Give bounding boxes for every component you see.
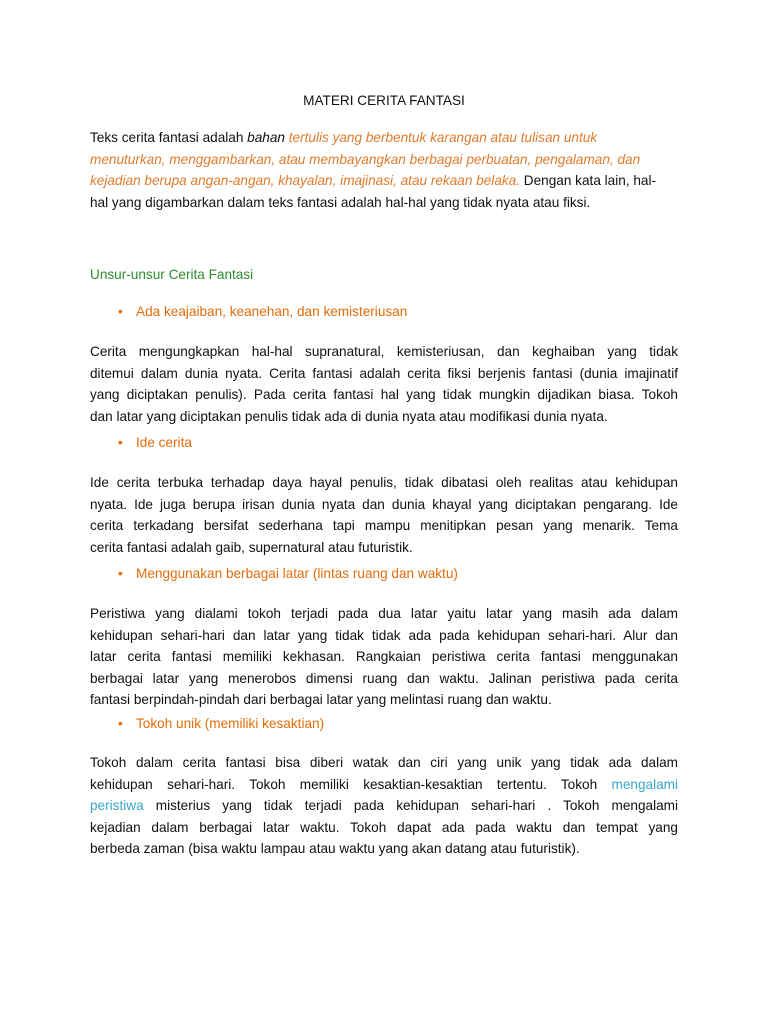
highlighted-text: tertulis yang berbentuk karangan atau tulisan untuk — [284, 130, 598, 145]
section-paragraph — [90, 752, 678, 860]
text-span: latar cerita fantasi memiliki kekhasan. Rangkaian peristiwa cerita fantasi menggunakan — [90, 649, 678, 665]
text-line — [90, 406, 678, 428]
text-span: Dengan kata lain, hal- — [520, 173, 657, 189]
highlighted-text: kejadian berupa angan-angan, khayalan, imajinasi, atau rekaan belaka. — [90, 173, 521, 189]
text-line — [90, 192, 678, 214]
text-line — [90, 646, 678, 668]
text-line — [90, 668, 678, 690]
text-span: cerita terkadang bersifat sederhana tapi mampu menitipkan pesan yang menarik. Tema — [90, 518, 678, 534]
text-line — [90, 341, 678, 363]
text-span: nyata. Ide juga berupa irisan dunia nyata dan dunia khayal yang diciptakan pengarang. Ide — [90, 496, 678, 512]
bullet-icon: • — [118, 566, 123, 581]
highlighted-text: peristiwa — [90, 798, 144, 814]
bullet-icon: • — [118, 304, 123, 319]
intro-paragraph — [90, 127, 678, 213]
text-line — [90, 752, 678, 774]
text-line — [90, 838, 678, 860]
text-span: Peristiwa yang dialami tokoh terjadi pada dua latar yaitu latar yang masih ada dalam — [90, 606, 678, 621]
section-paragraph — [90, 341, 678, 427]
text-span: Cerita mengungkapkan hal-hal supranatural, kemisteriusan, dan keghaiban yang tidak — [90, 344, 678, 359]
text-line — [90, 817, 678, 839]
text-line — [90, 795, 678, 817]
bullet-label: Tokoh unik (memiliki kesaktian) — [136, 716, 325, 731]
bullet-item — [118, 716, 324, 731]
highlighted-text: menuturkan, menggambarkan, atau membayangkan berbagai perbuatan, pengalaman, dan — [90, 151, 641, 167]
text-span: hal yang digambarkan dalam teks fantasi adalah hal-hal yang tidak nyata atau fiksi. — [90, 194, 591, 210]
text-span: kejadian dalam berbagai latar waktu. Tokoh dapat ada pada waktu dan tempat yang — [90, 819, 678, 835]
text-span: cerita fantasi adalah gaib, supernatural atau futuristik. — [90, 539, 413, 555]
section-paragraph — [90, 603, 678, 711]
section-paragraph — [90, 472, 678, 558]
text-line — [90, 472, 678, 494]
text-span: berbeda zaman (bisa waktu lampau atau waktu yang akan datang atau futuristik). — [90, 841, 580, 857]
text-line — [90, 625, 678, 647]
text-span: fantasi berpindah-pindah dari berbagai latar yang melintasi ruang dan waktu. — [90, 692, 552, 708]
text-line — [90, 494, 678, 516]
text-span: dan latar yang diciptakan penulis tidak ada di dunia nyata atau modifikasi dunia nyata. — [90, 408, 608, 424]
bullet-icon: • — [118, 716, 123, 731]
text-line — [90, 384, 678, 406]
text-span: ditemui dalam dunia nyata. Cerita fantasi adalah cerita fiksi berjenis fantasi (dunia imajinatif — [90, 365, 678, 381]
text-line — [90, 170, 678, 192]
text-span: Ide cerita terbuka terhadap daya hayal penulis, tidak dibatasi oleh realitas atau kehidupan — [90, 475, 678, 490]
bullet-item — [118, 304, 407, 319]
text-line — [90, 515, 678, 537]
bullet-item — [118, 566, 458, 581]
bullet-label: Ide cerita — [136, 435, 192, 450]
text-line — [90, 149, 678, 171]
text-line — [90, 127, 678, 149]
text-span: misterius yang tidak terjadi pada kehidupan sehari-hari . Tokoh mengalami — [143, 798, 678, 814]
highlighted-text: mengalami — [611, 776, 678, 792]
text-span: Teks cerita fantasi adalah — [90, 130, 248, 145]
text-span: yang diciptakan penulis). Pada cerita fantasi hal yang tidak mungkin dijadikan biasa. Tokoh — [90, 387, 678, 403]
document-title: MATERI CERITA FANTASI — [303, 93, 465, 108]
text-span: berbagai latar yang menerobos dimensi ruang dan waktu. Jalinan peristiwa pada cerita — [90, 670, 678, 686]
highlighted-text: bahan — [247, 130, 285, 145]
text-line — [90, 537, 678, 559]
section-heading: Unsur-unsur Cerita Fantasi — [90, 267, 254, 282]
text-line — [90, 603, 678, 625]
bullet-icon: • — [118, 435, 123, 450]
text-line — [90, 774, 678, 796]
bullet-label: Ada keajaiban, keanehan, dan kemisteriusan — [136, 304, 408, 319]
bullet-item — [118, 435, 192, 450]
text-line — [90, 363, 678, 385]
text-span: kehidupan sehari-hari. Tokoh memiliki kesaktian-kesaktian tertentu. Tokoh — [90, 776, 612, 792]
bullet-label: Menggunakan berbagai latar (lintas ruang dan waktu) — [136, 566, 458, 581]
text-span: Tokoh dalam cerita fantasi bisa diberi watak dan ciri yang unik yang tidak ada dalam — [90, 755, 678, 770]
text-span: kehidupan sehari-hari dan latar yang tidak tidak ada pada kehidupan sehari-hari. Alur dan — [90, 627, 678, 643]
text-line — [90, 689, 678, 711]
